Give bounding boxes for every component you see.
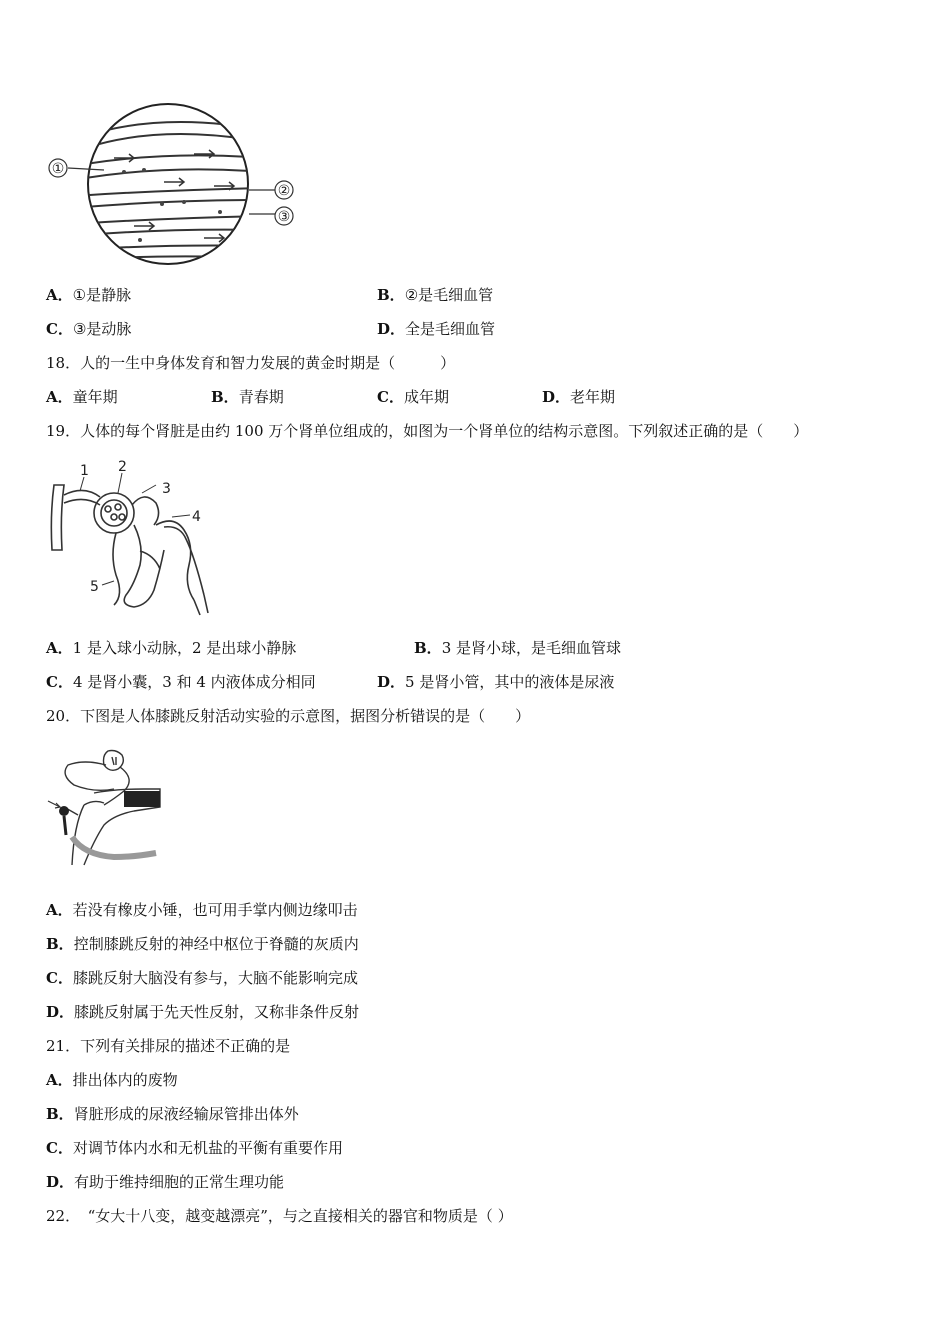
q19-stem: 19．人体的每个肾脏是由约 100 万个肾单位组成的，如图为一个肾单位的结构示意图。下列叙述正确的是（ ） xyxy=(46,422,809,440)
option-letter: A． xyxy=(46,388,73,406)
nephron-label-3: 3 xyxy=(162,481,171,497)
option-text: 5 是肾小管，其中的液体是尿液 xyxy=(405,673,615,691)
option-text: ①是静脉 xyxy=(72,286,132,304)
option-letter: B． xyxy=(46,935,74,953)
option-letter: A． xyxy=(46,286,73,304)
option-text: ③是动脉 xyxy=(72,320,132,338)
option-text: 3 是肾小球，是毛细血管球 xyxy=(441,639,622,657)
q19-option-d xyxy=(377,672,614,692)
q19-option-c xyxy=(46,672,316,692)
option-letter: C． xyxy=(46,1139,73,1157)
q20-option-d xyxy=(46,1002,359,1022)
q18-option-d xyxy=(542,387,615,407)
option-letter: C． xyxy=(46,673,73,691)
q20-stem: 20．下图是人体膝跳反射活动实验的示意图，据图分析错误的是（ ） xyxy=(46,707,531,725)
q18-option-a xyxy=(46,387,118,407)
option-text: 童年期 xyxy=(72,388,118,406)
option-text: 控制膝跳反射的神经中枢位于脊髓的灰质内 xyxy=(73,935,359,953)
option-letter: D． xyxy=(377,320,406,338)
option-text: 全是毛细血管 xyxy=(405,320,496,338)
q22-stem: 22． “女大十八变，越变越漂亮”，与之直接相关的器官和物质是（ ） xyxy=(46,1207,513,1225)
option-text: 排出体内的废物 xyxy=(72,1071,178,1089)
q17-option-a xyxy=(46,285,131,305)
option-letter: B． xyxy=(211,388,239,406)
option-text: 青春期 xyxy=(238,388,284,406)
option-letter: D． xyxy=(46,1003,75,1021)
q20-option-a xyxy=(46,900,358,920)
option-letter: A． xyxy=(46,639,73,657)
nephron-label-1: 1 xyxy=(80,463,89,479)
option-text: 肾脏形成的尿液经输尿管排出体外 xyxy=(73,1105,299,1123)
option-text: 膝跳反射大脑没有参与，大脑不能影响完成 xyxy=(72,969,358,987)
q17-option-d xyxy=(377,319,495,339)
option-letter: C． xyxy=(46,320,73,338)
option-text: 有助于维持细胞的正常生理功能 xyxy=(74,1173,285,1191)
option-text: 成年期 xyxy=(403,388,449,406)
option-text: 对调节体内水和无机盐的平衡有重要作用 xyxy=(72,1139,343,1157)
figure-label-2: ② xyxy=(277,183,291,199)
option-letter: D． xyxy=(377,673,406,691)
option-letter: B． xyxy=(414,639,442,657)
knee-reflex-figure xyxy=(44,745,164,870)
option-letter: A． xyxy=(46,901,73,919)
q21-option-b xyxy=(46,1104,299,1124)
option-text: 老年期 xyxy=(570,388,616,406)
q18-option-c xyxy=(377,387,449,407)
nephron-label-2: 2 xyxy=(118,459,127,475)
figure-label-3: ③ xyxy=(277,209,291,225)
option-letter: B． xyxy=(46,1105,74,1123)
option-letter: C． xyxy=(46,969,73,987)
option-letter: D． xyxy=(542,388,571,406)
q19-option-b xyxy=(414,638,621,658)
q20-option-b xyxy=(46,934,359,954)
option-text: 1 是入球小动脉，2 是出球小静脉 xyxy=(72,639,297,657)
q18-stem: 18．人的一生中身体发育和智力发展的黄金时期是（ ） xyxy=(46,354,456,372)
nephron-label-4: 4 xyxy=(192,509,201,525)
blood-vessel-figure xyxy=(44,100,304,272)
q17-option-c xyxy=(46,319,131,339)
nephron-figure xyxy=(44,455,224,620)
figure-label-1: ① xyxy=(51,161,65,177)
nephron-label-5: 5 xyxy=(90,579,99,595)
q21-stem: 21．下列有关排尿的描述不正确的是 xyxy=(46,1037,291,1055)
q21-option-c xyxy=(46,1138,343,1158)
option-text: ②是毛细血管 xyxy=(404,286,494,304)
option-letter: A． xyxy=(46,1071,73,1089)
q21-option-d xyxy=(46,1172,284,1192)
q17-option-b xyxy=(377,285,493,305)
q21-option-a xyxy=(46,1070,178,1090)
q18-option-b xyxy=(211,387,284,407)
q20-option-c xyxy=(46,968,358,988)
option-text: 4 是肾小囊，3 和 4 内液体成分相同 xyxy=(72,673,316,691)
option-letter: C． xyxy=(377,388,404,406)
option-letter: B． xyxy=(377,286,405,304)
option-letter: D． xyxy=(46,1173,75,1191)
option-text: 膝跳反射属于先天性反射，又称非条件反射 xyxy=(74,1003,360,1021)
q19-option-a xyxy=(46,638,296,658)
option-text: 若没有橡皮小锤，也可用手掌内侧边缘叩击 xyxy=(72,901,358,919)
